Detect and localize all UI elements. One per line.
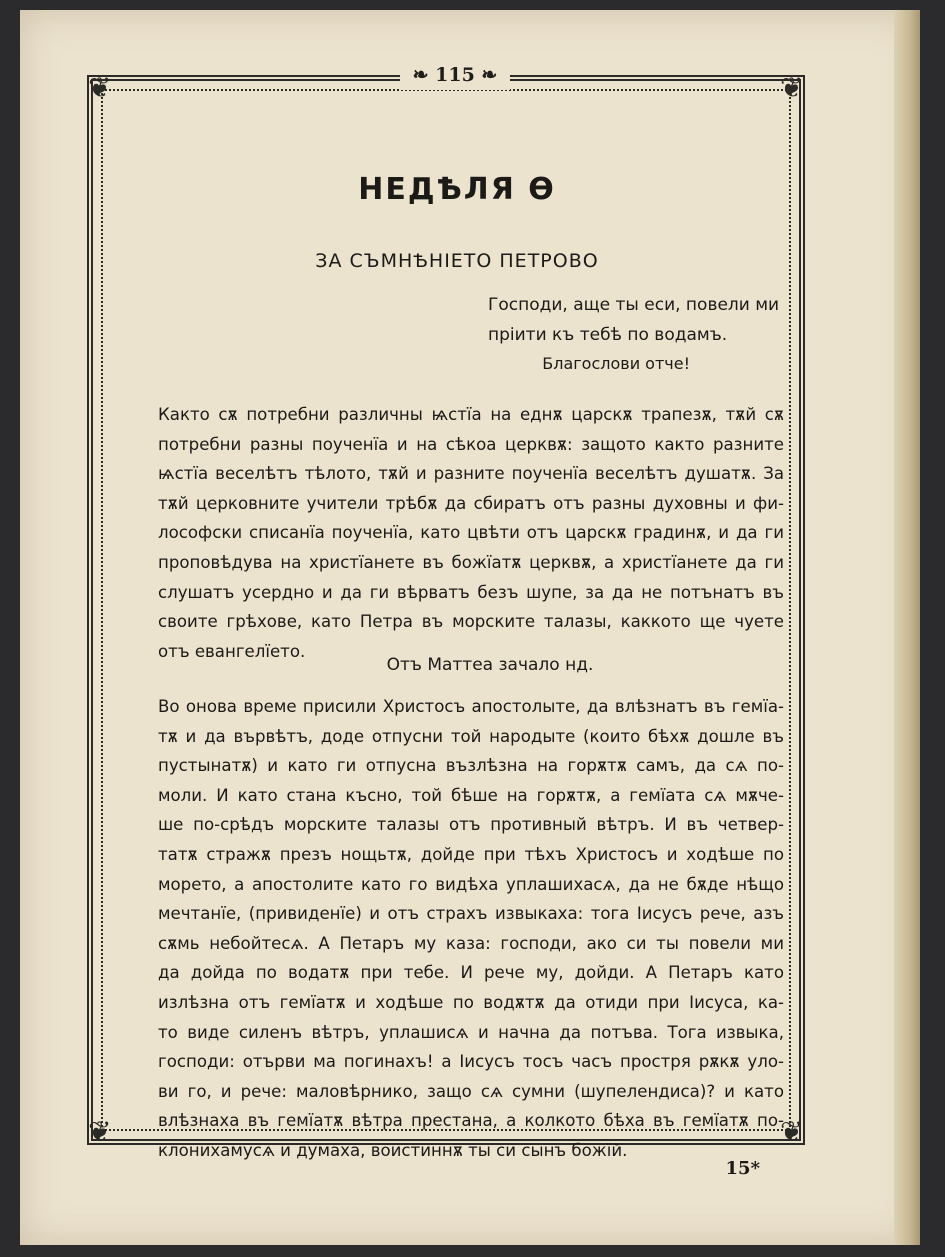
epigraph: [488, 290, 788, 350]
text-line: ше по-срѣдъ морските талазы отъ противный вѣтръ. И въ четвер-: [158, 815, 784, 835]
page-edge: [894, 10, 920, 1245]
paragraph-introduction: [158, 400, 784, 666]
text-line: мечтанїе, (привиденїе) и отъ страхъ извыкаха: тога Іисусъ рече, азъ: [158, 904, 784, 924]
page-title: НЕДѢЛЯ Ѳ: [358, 172, 556, 207]
text-line: проповѣдува на христїанете въ божїатѫ церквѫ, а христїанете да ги: [158, 552, 784, 572]
text-line: влѣзнаха въ гемїатѫ вѣтра престана, а колкото бѣха въ гемїатѫ по-: [158, 1111, 784, 1131]
text-line: Както сѫ потребни различны ѩстїа на еднѫ царскѫ трапезѫ, тѫй сѫ: [158, 405, 784, 424]
text-line: моли. И като стана късно, той бѣше на горѫтѫ, а гемїата сѧ мѫче-: [158, 785, 784, 805]
reading-heading: Отъ Маттеа зачало нд.: [386, 655, 594, 675]
text-line: то виде силенъ вѣтръ, уплашисѧ и начна да потъва. Тога извыка,: [158, 1022, 784, 1042]
text-line: татѫ стражѫ презъ нощьтѫ, дойде при тѣхъ Христосъ и ходѣше по: [158, 844, 784, 864]
corner-ornament-icon: ❦: [88, 1115, 112, 1148]
text-line: господи: отърви ма погинахъ! а Іисусъ тосъ часъ простря рѫкѫ уло-: [158, 1052, 784, 1072]
text-line: своите грѣхове, като Петра въ морските талазы, каккото ще чуете: [158, 612, 784, 632]
page-number-bottom: 15*: [725, 1158, 760, 1179]
text-line: слушатъ усердно и да ги вѣрватъ безъ шупе, за да не потънатъ въ: [158, 582, 784, 602]
corner-ornament-icon: ❦: [780, 1115, 804, 1148]
page-number-top: ❧ 115 ❧: [400, 60, 510, 90]
paragraph-gospel-reading: [158, 692, 784, 1166]
text-line: клонихамусѧ и думаха, воистиннѫ ты си сынъ божїй.: [158, 1140, 628, 1160]
text-line: лософски списанїа поученїа, като цвѣти отъ царскѫ градинѫ, и да ги: [158, 523, 784, 543]
text-line: морето, а апостолите като го видѣха уплашихасѧ, да не бѫде нѣщо: [158, 874, 784, 894]
text-line: пустынатѫ) и като ги отпусна възлѣзна на горѫтѫ самъ, да сѧ по-: [158, 756, 784, 776]
blessing-line: Благослови отче!: [542, 354, 690, 373]
text-line: ѩстїа веселѣтъ тѣлото, тѫй и разните поученїа веселѣтъ душатѫ. За: [158, 464, 784, 484]
text-line: ви го, и рече: маловѣрнико, защо сѧ сумни (шупелендиса)? и като: [158, 1081, 784, 1101]
corner-ornament-icon: ❦: [780, 71, 804, 104]
text-line: излѣзна отъ гемїатѫ и ходѣше по водѫтѫ да отиди при Іисуса, ка-: [158, 992, 784, 1012]
text-line: потребни разны поученїа и на сѣкоа церквѫ: защото както разните: [158, 434, 784, 454]
text-line: да дойда по водатѫ при тебе. И рече му, дойди. А Петаръ като: [158, 963, 784, 983]
corner-ornament-icon: ❦: [88, 71, 112, 104]
text-line: отъ евангелїето.: [158, 641, 306, 661]
text-line: тѫй церковните учители трѣбѫ да сбиратъ отъ разны духовны и фи-: [158, 493, 784, 513]
page-subtitle: ЗА СЪМНѢНІЕТО ПЕТРОВО: [315, 250, 599, 272]
epigraph-line: Господи, аще ты еси, повели ми: [488, 295, 780, 315]
epigraph-line: пріити къ тебѣ по водамъ.: [488, 325, 728, 345]
text-line: тѫ и да вървѣтъ, доде отпусни той народыте (които бѣхѫ дошле въ: [158, 726, 784, 746]
text-line: сѫмь небойтесѧ. А Петаръ му каза: господи, ако си ты повели ми: [158, 933, 784, 953]
text-line: Во онова време присили Христосъ апостолыте, да влѣзнатъ въ гемїа-: [158, 697, 784, 716]
